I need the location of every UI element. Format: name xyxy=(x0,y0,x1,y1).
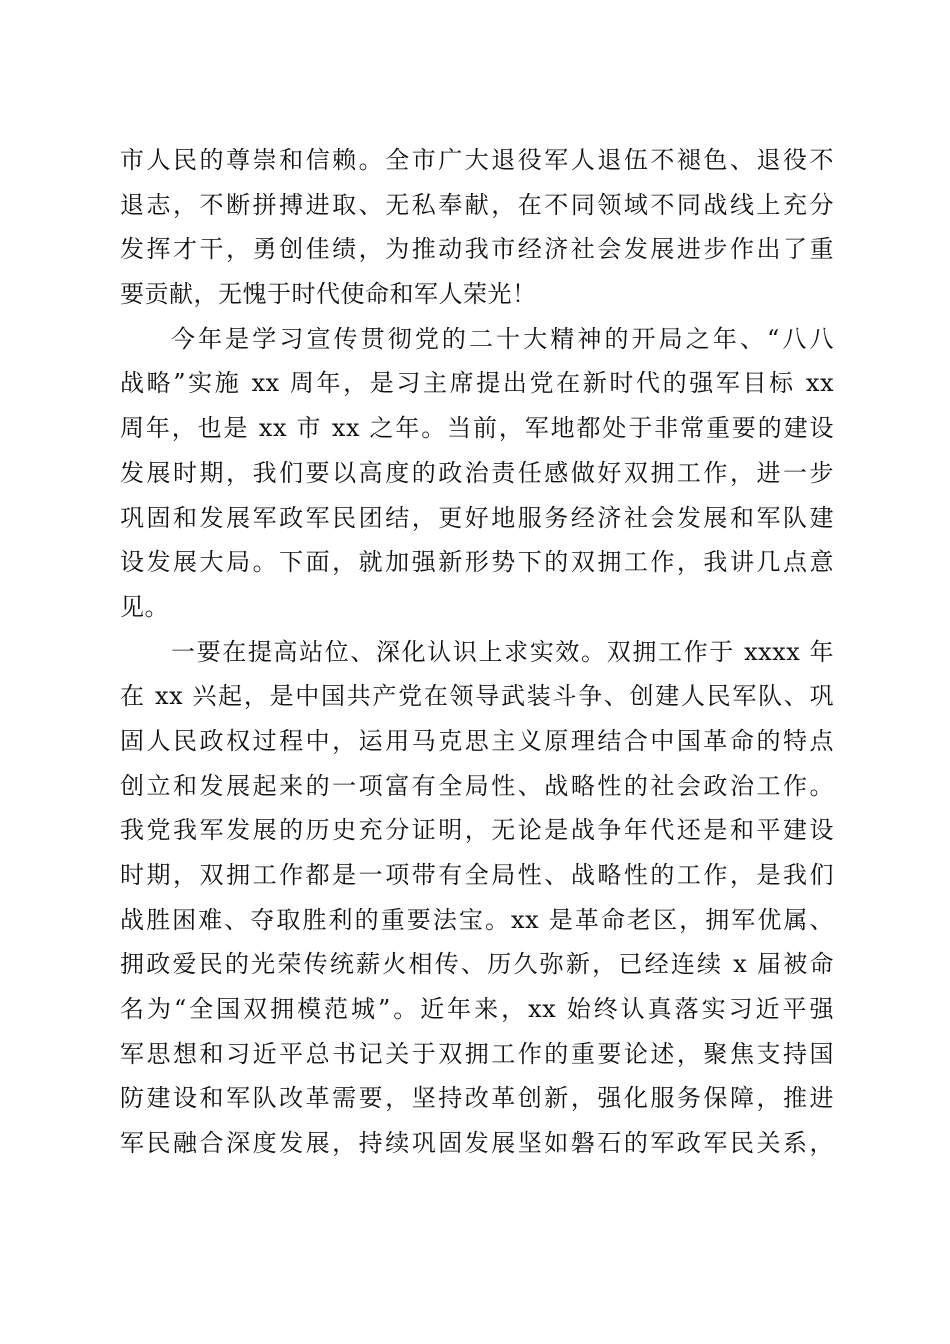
text-line: 战略”实施 xx 周年，是习主席提出党在新时代的强军目标 xx xyxy=(120,369,834,398)
text-line: 市人民的尊崇和信赖。全市广大退役军人退伍不褪色、退役不 xyxy=(120,146,834,174)
text-line: 防建设和军队改革需要，坚持改革创新，强化服务保障，推进 xyxy=(120,1084,834,1113)
text-line: 设发展大局。下面，就加强新形势下的双拥工作，我讲几点意 xyxy=(120,548,834,577)
text-line: 固人民政权过程中，运用马克思主义原理结合中国革命的特点 xyxy=(120,726,834,755)
paragraph-1 xyxy=(120,138,834,317)
text-line: 要贡献，无愧于时代使命和军人荣光！ xyxy=(120,280,537,309)
paragraph-3 xyxy=(120,630,834,1166)
text-line: 发展时期，我们要以高度的政治责任感做好双拥工作，进一步 xyxy=(120,458,834,487)
text-line: 拥政爱民的光荣传统薪火相传、历久弥新，已经连续 x 届被命 xyxy=(120,950,834,979)
text-line: 时期，双拥工作都是一项带有全局性、战略性的工作，是我们 xyxy=(120,861,834,889)
text-line: 名为“全国双拥模范城”。近年来，xx 始终认真落实习近平强 xyxy=(120,995,834,1024)
text-line: 创立和发展起来的一项富有全局性、战略性的社会政治工作。 xyxy=(120,771,834,800)
document-body xyxy=(120,138,834,1166)
text-line: 军民融合深度发展，持续巩固发展坚如磐石的军政军民关系， xyxy=(120,1129,834,1158)
text-line: 军思想和习近平总书记关于双拥工作的重要论述，聚焦支持国 xyxy=(120,1039,834,1068)
text-line: 发挥才干，勇创佳绩，为推动我市经济社会发展进步作出了重 xyxy=(120,235,834,264)
text-line: 巩固和发展军政军民团结，更好地服务经济社会发展和军队建 xyxy=(120,503,834,532)
text-line: 战胜困难、夺取胜利的重要法宝。xx 是革命老区，拥军优属、 xyxy=(120,905,834,934)
text-line: 我党我军发展的历史充分证明，无论是战争年代还是和平建设 xyxy=(120,816,834,845)
text-line: 在 xx 兴起，是中国共产党在领导武装斗争、创建人民军队、巩 xyxy=(120,682,834,711)
text-line: 见。 xyxy=(120,592,169,621)
text-line: 周年，也是 xx 市 xx 之年。当前，军地都处于非常重要的建设 xyxy=(120,414,834,443)
paragraph-2 xyxy=(120,317,834,630)
text-line: 退志，不断拼搏进取、无私奉献，在不同领域不同战线上充分 xyxy=(120,190,834,219)
text-line: 一要在提高站位、深化认识上求实效。双拥工作于 xxxx 年 xyxy=(171,637,834,666)
text-line: 今年是学习宣传贯彻党的二十大精神的开局之年、“八八 xyxy=(171,324,834,353)
